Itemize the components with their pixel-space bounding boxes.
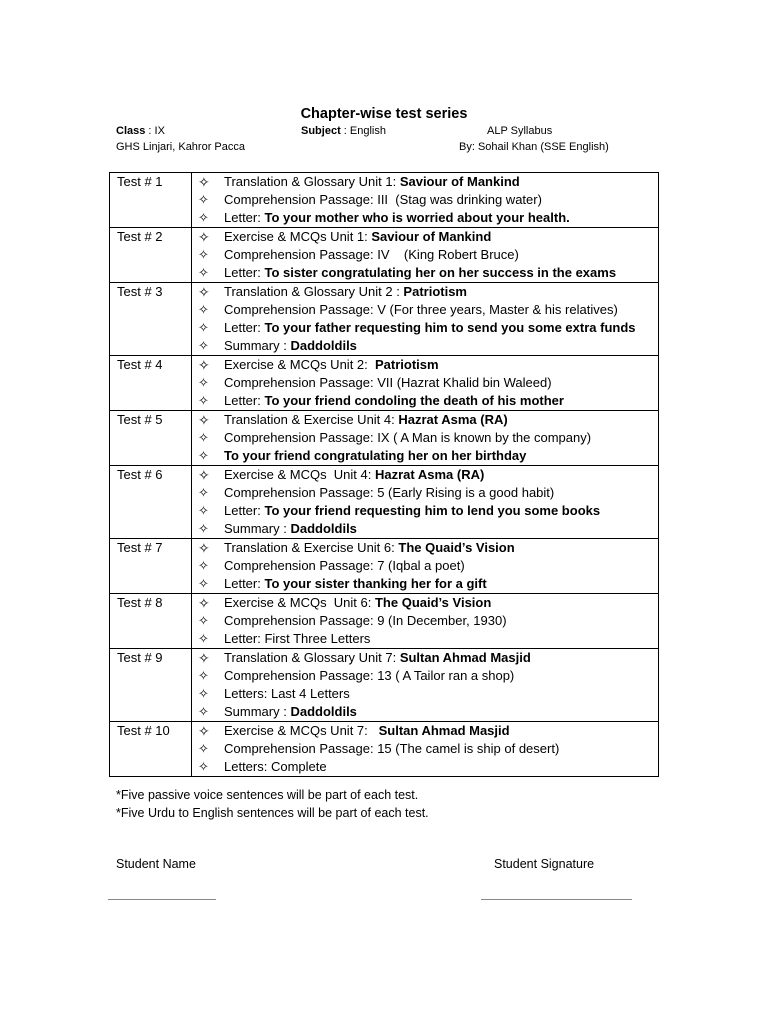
item-bold-text: To your friend congratulating her on her birthday xyxy=(224,448,527,463)
test-items xyxy=(192,539,659,594)
star-bullet-icon: ✧ xyxy=(198,393,209,408)
test-number: Test # 2 xyxy=(110,228,192,283)
list-item xyxy=(198,685,658,703)
item-plain-text: Comprehension Passage: 13 ( A Tailor ran a shop) xyxy=(224,668,515,683)
test-row xyxy=(110,356,659,411)
item-text xyxy=(224,575,487,593)
item-plain-text: Comprehension Passage: 15 (The camel is ship of desert) xyxy=(224,741,560,756)
item-plain-text: Letter: xyxy=(224,210,265,225)
item-plain-text: Letters: Last 4 Letters xyxy=(224,686,350,701)
item-text xyxy=(224,667,514,685)
item-plain-text: Letter: xyxy=(224,576,265,591)
item-text xyxy=(224,392,564,410)
item-text xyxy=(224,685,350,703)
test-row xyxy=(110,173,659,228)
item-bold-text: To your friend requesting him to lend you some books xyxy=(264,503,601,518)
item-plain-text: Exercise & MCQs Unit 2: xyxy=(224,357,375,372)
item-plain-text: Translation & Exercise Unit 6: xyxy=(224,540,399,555)
item-text xyxy=(224,356,439,374)
list-item xyxy=(198,740,658,758)
item-plain-text: Translation & Glossary Unit 7: xyxy=(224,650,400,665)
list-item xyxy=(198,539,658,557)
test-number: Test # 1 xyxy=(110,173,192,228)
item-text xyxy=(224,630,370,648)
item-bold-text: To your father requesting him to send you some extra funds xyxy=(264,320,636,335)
subject-info xyxy=(301,125,386,137)
list-item xyxy=(198,411,658,429)
item-text xyxy=(224,173,520,191)
author-line: By: Sohail Khan (SSE English) xyxy=(459,141,609,153)
star-bullet-icon: ✧ xyxy=(198,741,209,756)
test-items xyxy=(192,594,659,649)
list-item xyxy=(198,594,658,612)
item-text xyxy=(224,283,467,301)
test-row xyxy=(110,539,659,594)
list-item xyxy=(198,557,658,575)
item-plain-text: Summary : xyxy=(224,704,291,719)
star-bullet-icon: ✧ xyxy=(198,521,209,536)
star-bullet-icon: ✧ xyxy=(198,503,209,518)
item-bold-text: To sister congratulating her on her success in the exams xyxy=(264,265,617,280)
item-bold-text: Daddoldils xyxy=(290,521,357,536)
test-table-body xyxy=(110,173,659,777)
item-plain-text: Exercise & MCQs Unit 7: xyxy=(224,723,379,738)
list-item xyxy=(198,466,658,484)
item-text xyxy=(224,722,510,740)
star-bullet-icon: ✧ xyxy=(198,284,210,300)
test-items xyxy=(192,649,659,722)
item-text xyxy=(224,466,484,484)
item-text xyxy=(224,484,554,502)
star-bullet-icon: ✧ xyxy=(198,595,210,611)
item-text xyxy=(224,301,618,319)
list-item xyxy=(198,173,658,191)
list-item xyxy=(198,191,658,209)
item-plain-text: Summary : xyxy=(224,338,291,353)
list-item xyxy=(198,301,658,319)
item-bold-text: Sultan Ahmad Masjid xyxy=(399,650,531,665)
star-bullet-icon: ✧ xyxy=(198,723,210,739)
item-text xyxy=(224,319,636,337)
item-text xyxy=(224,703,357,721)
item-text xyxy=(224,429,591,447)
test-number: Test # 4 xyxy=(110,356,192,411)
item-text xyxy=(224,209,570,227)
item-bold-text: Patriotism xyxy=(403,284,467,299)
item-plain-text: Comprehension Passage: 5 (Early Rising is a good habit) xyxy=(224,485,555,500)
item-plain-text: Comprehension Passage: 7 (Iqbal a poet) xyxy=(224,558,465,573)
list-item xyxy=(198,264,658,282)
star-bullet-icon: ✧ xyxy=(198,576,209,591)
item-plain-text: Letter: xyxy=(224,393,265,408)
item-bold-text: To your mother who is worried about your health. xyxy=(264,210,570,225)
star-bullet-icon: ✧ xyxy=(198,558,209,573)
item-text xyxy=(224,594,491,612)
item-plain-text: Translation & Exercise Unit 4: xyxy=(224,412,399,427)
student-signature-label: Student Signature xyxy=(494,857,595,871)
star-bullet-icon: ✧ xyxy=(198,631,209,646)
item-bold-text: Daddoldils xyxy=(290,704,357,719)
star-bullet-icon: ✧ xyxy=(198,430,209,445)
star-bullet-icon: ✧ xyxy=(198,265,209,280)
list-item xyxy=(198,502,658,520)
test-series-table xyxy=(109,172,659,777)
item-bold-text: Saviour of Mankind xyxy=(399,174,520,189)
item-text xyxy=(224,191,542,209)
item-bold-text: The Quaid’s Vision xyxy=(398,540,515,555)
item-text xyxy=(224,246,519,264)
star-bullet-icon: ✧ xyxy=(198,247,209,262)
item-text xyxy=(224,649,531,667)
list-item xyxy=(198,392,658,410)
item-text xyxy=(224,520,357,538)
star-bullet-icon: ✧ xyxy=(198,320,209,335)
item-text xyxy=(224,337,357,355)
test-row xyxy=(110,466,659,539)
school-name: GHS Linjari, Kahror Pacca xyxy=(116,141,245,153)
list-item xyxy=(198,758,658,776)
item-plain-text: Comprehension Passage: V (For three years, Master & his relatives) xyxy=(224,302,618,317)
list-item xyxy=(198,283,658,301)
item-plain-text: Translation & Glossary Unit 2 : xyxy=(224,284,404,299)
list-item xyxy=(198,612,658,630)
item-plain-text: Summary : xyxy=(224,521,291,536)
list-item xyxy=(198,520,658,538)
list-item xyxy=(198,630,658,648)
item-bold-text: Saviour of Mankind xyxy=(371,229,492,244)
test-number: Test # 3 xyxy=(110,283,192,356)
list-item xyxy=(198,319,658,337)
test-row xyxy=(110,594,659,649)
item-text xyxy=(224,374,552,392)
item-bold-text: Hazrat Asma (RA) xyxy=(398,412,508,427)
item-plain-text: Comprehension Passage: III (Stag was drinking water) xyxy=(224,192,542,207)
item-plain-text: Comprehension Passage: IV (King Robert Bruce) xyxy=(224,247,519,262)
notes xyxy=(116,786,429,822)
test-number: Test # 9 xyxy=(110,649,192,722)
item-plain-text: Exercise & MCQs Unit 1: xyxy=(224,229,372,244)
test-row xyxy=(110,649,659,722)
item-plain-text: Letter: xyxy=(224,503,265,518)
item-plain-text: Translation & Glossary Unit 1: xyxy=(224,174,400,189)
item-bold-text: To your friend condoling the death of his mother xyxy=(264,393,564,408)
item-text xyxy=(224,539,515,557)
item-bold-text: To your sister thanking her for a gift xyxy=(264,576,487,591)
item-text xyxy=(224,411,508,429)
list-item xyxy=(198,447,658,465)
star-bullet-icon: ✧ xyxy=(198,686,209,701)
star-bullet-icon: ✧ xyxy=(198,338,209,353)
list-item xyxy=(198,722,658,740)
test-items xyxy=(192,356,659,411)
star-bullet-icon: ✧ xyxy=(198,540,210,556)
subject-value: : English xyxy=(340,125,386,137)
list-item xyxy=(198,667,658,685)
list-item xyxy=(198,374,658,392)
star-bullet-icon: ✧ xyxy=(198,210,209,225)
list-item xyxy=(198,209,658,227)
star-bullet-icon: ✧ xyxy=(198,668,209,683)
star-bullet-icon: ✧ xyxy=(198,613,209,628)
item-text xyxy=(224,740,559,758)
star-bullet-icon: ✧ xyxy=(198,357,210,373)
item-bold-text: Sultan Ahmad Masjid xyxy=(378,723,510,738)
test-items xyxy=(192,228,659,283)
list-item xyxy=(198,337,658,355)
star-bullet-icon: ✧ xyxy=(198,704,209,719)
star-bullet-icon: ✧ xyxy=(198,174,210,190)
class-info xyxy=(116,125,165,137)
student-name-label: Student Name xyxy=(116,857,196,871)
test-items xyxy=(192,411,659,466)
list-item xyxy=(198,703,658,721)
note-passive-voice: *Five passive voice sentences will be part of each test. xyxy=(116,788,419,802)
student-signature-line xyxy=(481,899,632,900)
star-bullet-icon: ✧ xyxy=(198,412,210,428)
star-bullet-icon: ✧ xyxy=(198,759,209,774)
item-plain-text: Letter: xyxy=(224,265,265,280)
list-item xyxy=(198,484,658,502)
item-text xyxy=(224,502,600,520)
item-bold-text: Daddoldils xyxy=(290,338,357,353)
item-plain-text: Letter: xyxy=(224,320,265,335)
item-bold-text: The Quaid’s Vision xyxy=(374,595,492,610)
star-bullet-icon: ✧ xyxy=(198,650,210,666)
subject-label: Subject xyxy=(301,125,341,137)
item-text xyxy=(224,612,507,630)
item-plain-text: Comprehension Passage: IX ( A Man is known by the company) xyxy=(224,430,592,445)
test-number: Test # 7 xyxy=(110,539,192,594)
test-items xyxy=(192,283,659,356)
list-item xyxy=(198,649,658,667)
test-number: Test # 10 xyxy=(110,722,192,777)
test-row xyxy=(110,722,659,777)
list-item xyxy=(198,575,658,593)
star-bullet-icon: ✧ xyxy=(198,448,209,463)
test-row xyxy=(110,228,659,283)
item-text xyxy=(224,228,491,246)
item-plain-text: Comprehension Passage: 9 (In December, 1930) xyxy=(224,613,507,628)
item-plain-text: Exercise & MCQs Unit 6: xyxy=(224,595,375,610)
test-number: Test # 8 xyxy=(110,594,192,649)
test-items xyxy=(192,722,659,777)
test-number: Test # 5 xyxy=(110,411,192,466)
item-plain-text: Letters: Complete xyxy=(224,759,327,774)
list-item xyxy=(198,429,658,447)
list-item xyxy=(198,228,658,246)
test-row xyxy=(110,411,659,466)
list-item xyxy=(198,356,658,374)
list-item xyxy=(198,246,658,264)
test-row xyxy=(110,283,659,356)
test-number: Test # 6 xyxy=(110,466,192,539)
item-plain-text: Exercise & MCQs Unit 4: xyxy=(224,467,375,482)
item-text xyxy=(224,264,616,282)
item-bold-text: Patriotism xyxy=(374,357,439,372)
syllabus-label: ALP Syllabus xyxy=(487,125,553,137)
test-items xyxy=(192,173,659,228)
item-bold-text: Hazrat Asma (RA) xyxy=(374,467,485,482)
class-value: : IX xyxy=(145,125,165,137)
item-text xyxy=(224,557,465,575)
note-urdu-english: *Five Urdu to English sentences will be part of each test. xyxy=(116,806,429,820)
star-bullet-icon: ✧ xyxy=(198,485,209,500)
star-bullet-icon: ✧ xyxy=(198,467,210,483)
class-label: Class xyxy=(116,125,146,137)
item-plain-text: Comprehension Passage: VII (Hazrat Khalid bin Waleed) xyxy=(224,375,552,390)
item-plain-text: Letter: First Three Letters xyxy=(224,631,371,646)
item-text xyxy=(224,758,327,776)
page-title: Chapter-wise test series xyxy=(300,106,468,122)
star-bullet-icon: ✧ xyxy=(198,192,209,207)
test-items xyxy=(192,466,659,539)
star-bullet-icon: ✧ xyxy=(198,302,209,317)
student-name-line xyxy=(108,899,216,900)
item-text xyxy=(224,447,526,465)
star-bullet-icon: ✧ xyxy=(198,375,209,390)
star-bullet-icon: ✧ xyxy=(198,229,210,245)
